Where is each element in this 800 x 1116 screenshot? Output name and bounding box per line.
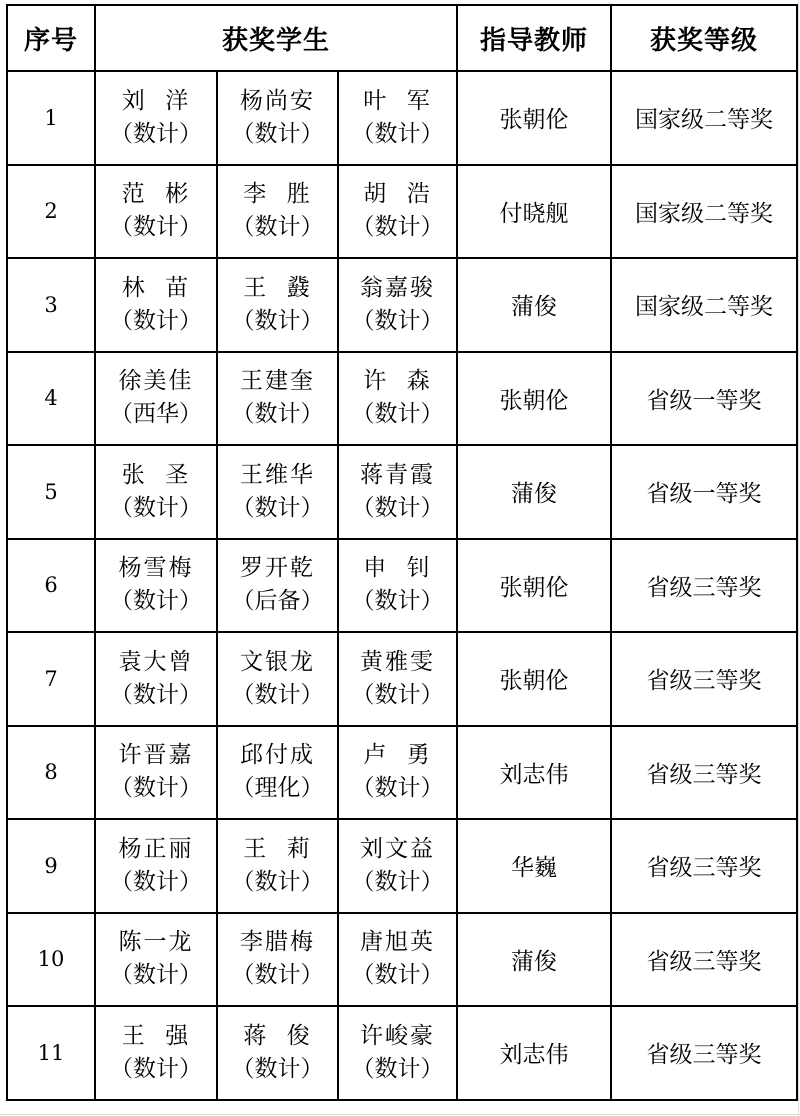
sheet-gridline [798,0,799,1116]
award-level-cell: 省级一等奖 [611,352,797,446]
teacher-cell: 付晓舰 [457,165,611,259]
teacher-cell: 刘志伟 [457,726,611,820]
award-level-cell: 省级三等奖 [611,1006,797,1100]
student-cell [217,445,338,539]
student-department: （数计） [231,120,324,147]
teacher-cell: 蒲俊 [457,258,611,352]
student-cell [217,352,338,446]
student-department: （数计） [110,494,202,521]
student-name: 杨雪梅 [118,555,194,582]
student-cell [95,913,217,1007]
student-department: （数计） [231,868,324,895]
student-name: 林 苗 [121,274,191,301]
award-level-cell: 省级三等奖 [611,913,797,1007]
student-department: （数计） [231,307,324,334]
student-name: 许 森 [363,368,432,395]
student-name: 翁嘉骏 [360,274,435,301]
teacher-cell: 张朝伦 [457,352,611,446]
student-department: （数计） [351,214,444,241]
student-cell [338,445,457,539]
row-seq-cell: 5 [7,445,95,539]
student-cell [217,632,338,726]
teacher-cell: 蒲俊 [457,913,611,1007]
table-row [7,445,797,539]
header-level: 获奖等级 [611,5,797,71]
student-department: （数计） [351,494,444,521]
student-name: 刘文益 [360,835,435,862]
table-row [7,726,797,820]
award-level-cell: 国家级二等奖 [611,258,797,352]
student-name: 王 强 [121,1022,191,1049]
table-row [7,165,797,259]
row-seq-cell: 10 [7,913,95,1007]
row-seq-cell: 4 [7,352,95,446]
student-cell [217,1006,338,1100]
student-cell [338,913,457,1007]
table-row [7,71,797,165]
student-cell [217,71,338,165]
student-name: 文银龙 [240,648,315,675]
student-cell [95,632,217,726]
student-name: 王 鼗 [243,274,312,301]
student-cell [338,1006,457,1100]
header-teacher: 指导教师 [457,5,611,71]
teacher-cell: 张朝伦 [457,539,611,633]
table-row [7,539,797,633]
header-students: 获奖学生 [95,5,457,71]
student-department: （理化） [231,775,324,802]
table-row [7,913,797,1007]
student-cell [338,258,457,352]
header-seq: 序号 [7,5,95,71]
student-department: （数计） [110,588,202,615]
student-cell [217,913,338,1007]
student-department: （后备） [231,588,324,615]
student-cell [217,539,338,633]
student-department: （数计） [351,775,444,802]
teacher-cell: 蒲俊 [457,445,611,539]
student-name: 黄雅雯 [360,648,435,675]
row-seq-cell: 3 [7,258,95,352]
student-cell [217,819,338,913]
student-department: （数计） [351,588,444,615]
student-name: 王维华 [240,461,315,488]
student-cell [338,352,457,446]
student-department: （数计） [110,1055,202,1082]
row-seq-cell: 8 [7,726,95,820]
student-cell [338,165,457,259]
row-seq-cell: 9 [7,819,95,913]
student-department: （西华） [110,401,202,428]
student-department: （数计） [231,494,324,521]
student-name: 刘 洋 [121,87,191,114]
student-name: 杨尚安 [240,87,315,114]
award-level-cell: 省级三等奖 [611,819,797,913]
row-seq-cell: 2 [7,165,95,259]
student-name: 范 彬 [121,181,191,208]
student-cell [95,1006,217,1100]
award-level-cell: 省级三等奖 [611,539,797,633]
student-department: （数计） [110,775,202,802]
sheet-gridline [0,1114,800,1115]
award-level-cell: 省级一等奖 [611,445,797,539]
award-level-cell: 国家级二等奖 [611,71,797,165]
student-department: （数计） [110,681,202,708]
student-department: （数计） [351,120,444,147]
student-cell [95,445,217,539]
student-department: （数计） [351,962,444,989]
student-cell [338,819,457,913]
table-row [7,819,797,913]
student-name: 唐旭英 [360,929,435,956]
student-department: （数计） [231,962,324,989]
student-cell [338,632,457,726]
student-department: （数计） [231,681,324,708]
student-name: 王 莉 [243,835,312,862]
student-name: 胡 浩 [363,181,432,208]
student-name: 申 钊 [363,555,432,582]
award-level-cell: 国家级二等奖 [611,165,797,259]
student-name: 蒋青霞 [360,461,435,488]
student-department: （数计） [231,1055,324,1082]
student-department: （数计） [110,307,202,334]
student-name: 许晋嘉 [118,742,194,769]
row-seq-cell: 7 [7,632,95,726]
table-row [7,258,797,352]
student-cell [338,726,457,820]
student-cell [217,726,338,820]
awards-table [6,4,798,1101]
student-cell [338,71,457,165]
student-department: （数计） [110,962,202,989]
student-cell [338,539,457,633]
table-row [7,632,797,726]
award-level-cell: 省级三等奖 [611,726,797,820]
teacher-cell: 华巍 [457,819,611,913]
student-department: （数计） [351,401,444,428]
student-name: 邱付成 [240,742,315,769]
teacher-cell: 刘志伟 [457,1006,611,1100]
student-cell [95,258,217,352]
student-name: 张 圣 [121,461,191,488]
student-name: 李腊梅 [240,929,315,956]
teacher-cell: 张朝伦 [457,71,611,165]
table-row [7,1006,797,1100]
student-cell [95,71,217,165]
student-name: 卢 勇 [363,742,432,769]
student-name: 袁大曾 [118,648,194,675]
student-name: 罗开乾 [240,555,315,582]
student-department: （数计） [110,120,202,147]
student-department: （数计） [351,868,444,895]
student-name: 蒋 俊 [243,1022,312,1049]
student-name: 王建奎 [240,368,315,395]
student-department: （数计） [351,307,444,334]
student-cell [217,258,338,352]
student-department: （数计） [110,868,202,895]
student-cell [95,819,217,913]
student-department: （数计） [351,681,444,708]
student-name: 叶 军 [363,87,432,114]
row-seq-cell: 11 [7,1006,95,1100]
student-name: 徐美佳 [118,368,194,395]
student-department: （数计） [231,401,324,428]
student-name: 李 胜 [243,181,312,208]
row-seq-cell: 1 [7,71,95,165]
award-level-cell: 省级三等奖 [611,632,797,726]
student-cell [95,726,217,820]
student-department: （数计） [231,214,324,241]
header-row [7,5,797,71]
student-cell [95,352,217,446]
student-department: （数计） [351,1055,444,1082]
student-name: 许峻豪 [360,1022,435,1049]
teacher-cell: 张朝伦 [457,632,611,726]
student-cell [95,539,217,633]
student-cell [217,165,338,259]
student-cell [95,165,217,259]
row-seq-cell: 6 [7,539,95,633]
table-row [7,352,797,446]
student-name: 杨正丽 [118,835,194,862]
student-department: （数计） [110,214,202,241]
student-name: 陈一龙 [118,929,194,956]
